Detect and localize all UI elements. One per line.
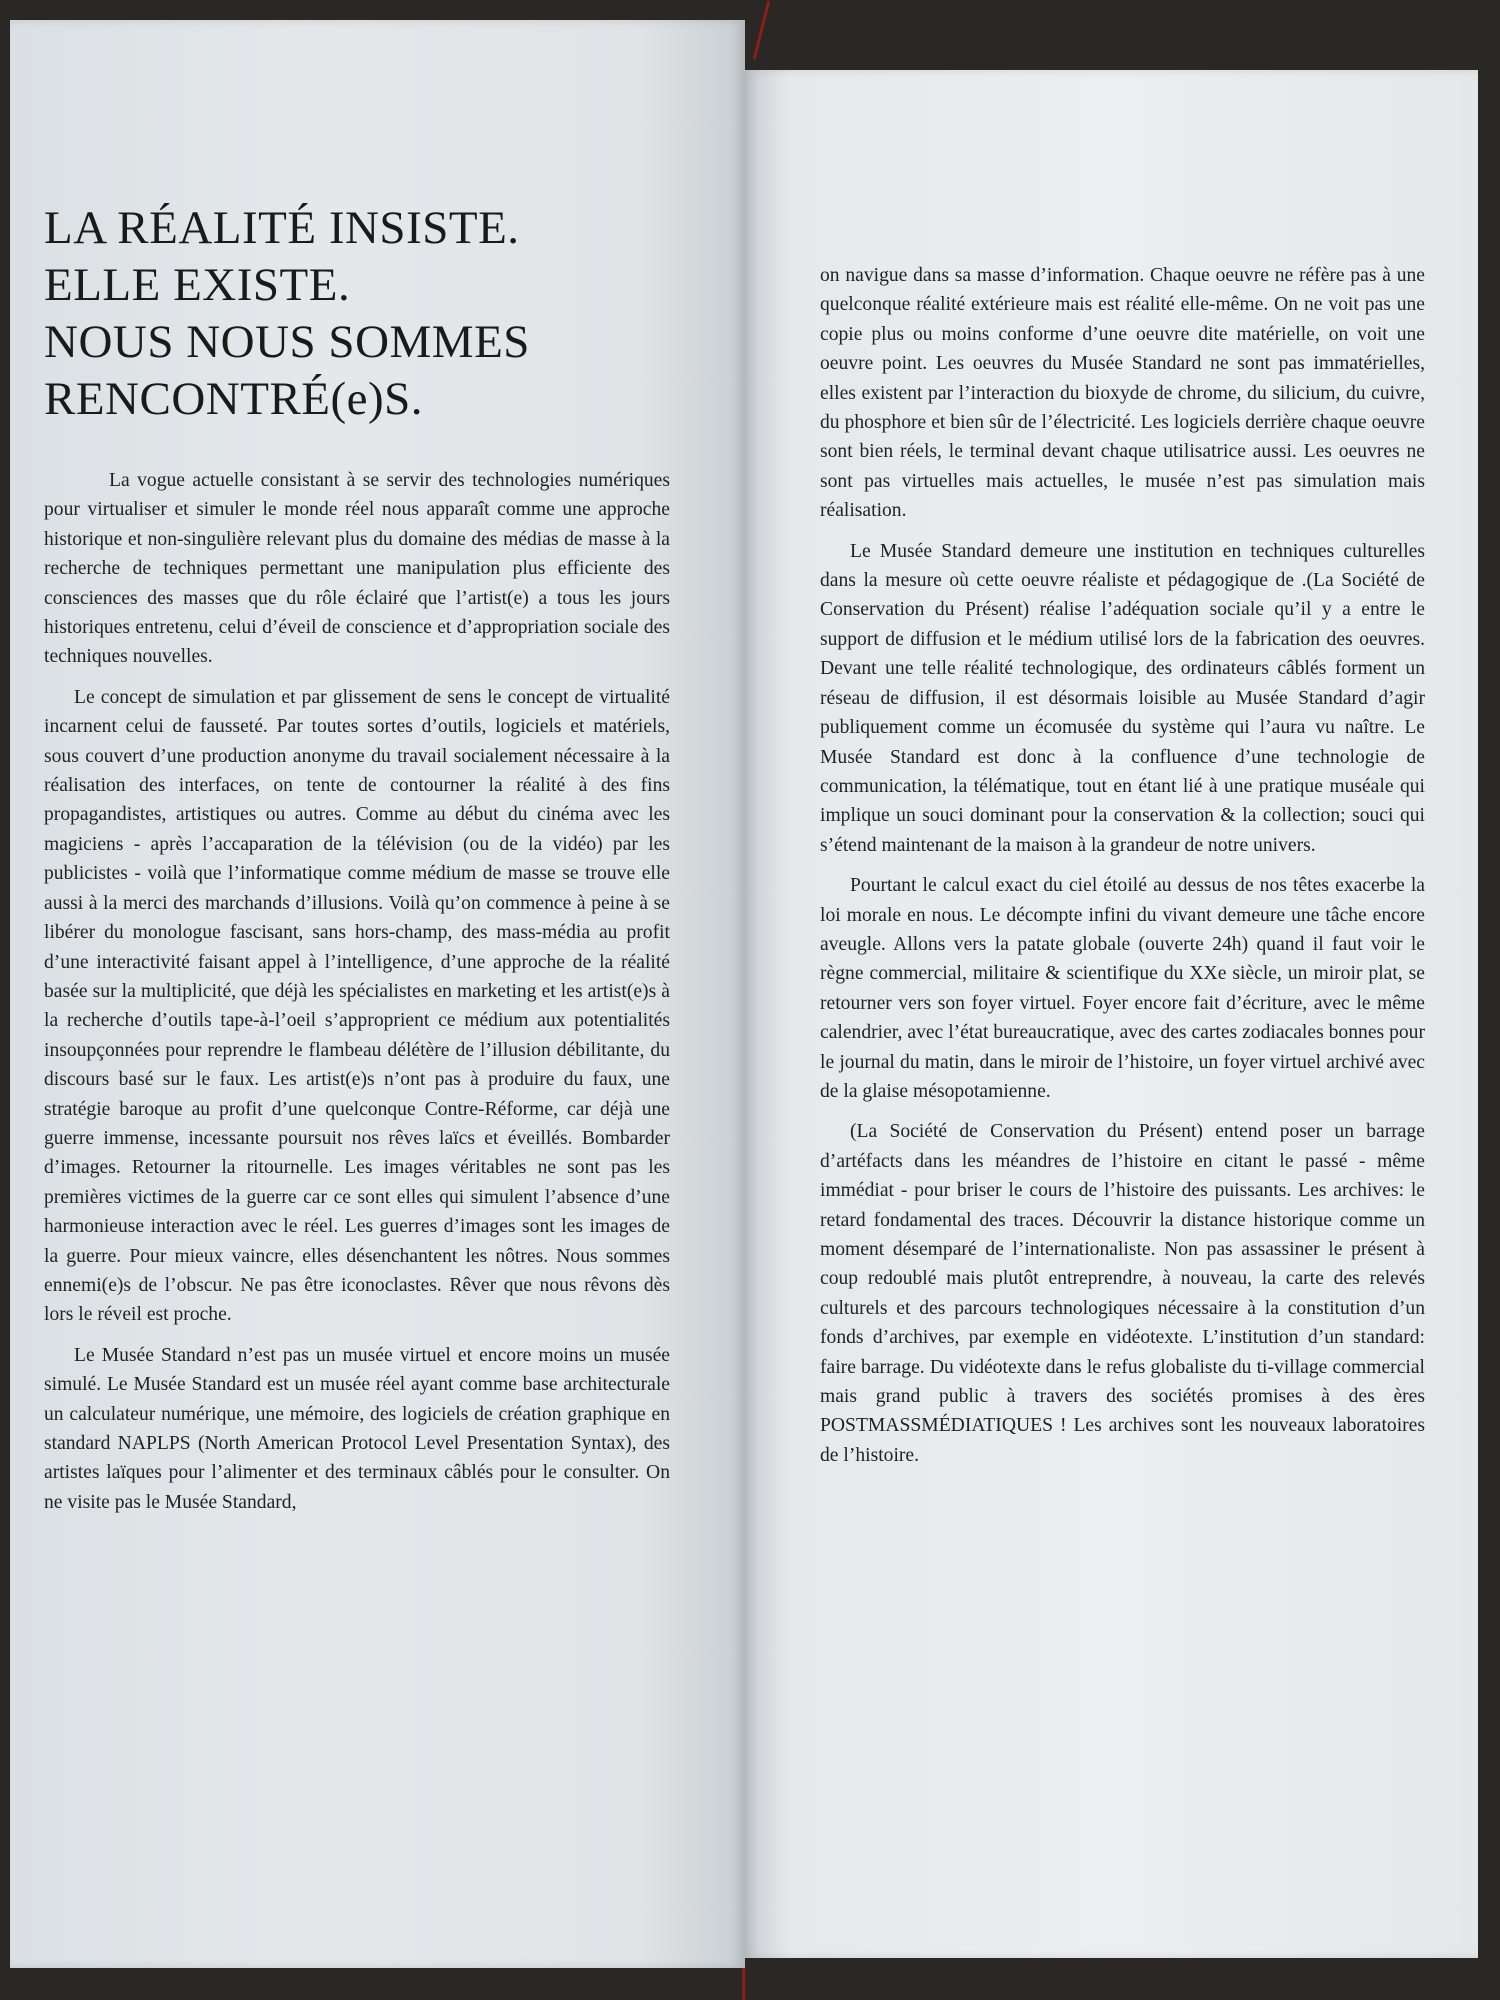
left-column-text bbox=[44, 466, 670, 1528]
paragraph: on navigue dans sa masse d’information. Chaque oeuvre ne réfère pas à une quelconque réalité extérieure mais est réalité elle-même. On ne voit pas une copie plus ou moins conforme d’une oeuvre dite matérielle, on voit une oeuvre point. Les oeuvres du Musée Standard ne sont pas immatérielles, elles existent par l’interaction du bioxyde de chrome, du silicium, du cuivre, du phosphore et bien sûr de l’électricité. Les logiciels derrière chaque oeuvre sont bien réels, le terminal devant chaque utilisatrice aussi. Les oeuvres ne sont pas virtuelles mais actuelles, le musée n’est pas simulation mais réalisation. bbox=[820, 265, 1425, 522]
right-column-text bbox=[820, 261, 1425, 1481]
paragraph: Le Musée Standard n’est pas un musée virtuel et encore moins un musée simulé. Le Musée Standard est un musée réel ayant comme base architecturale un calculateur numérique, une mémoire, des logiciels de création graphique en standard NAPLPS (North American Protocol Level Presentation Syntax), des artistes laïques pour l’alimenter et des terminaux câblés pour le consulter. On ne visite pas le Musée Standard, bbox=[44, 1344, 670, 1513]
binding-thread-top bbox=[753, 1, 770, 60]
headline-line-1: LA RÉALITÉ INSISTE. bbox=[44, 202, 520, 254]
headline-line-3: NOUS NOUS SOMMES bbox=[44, 316, 530, 368]
paragraph: Le concept de simulation et par glissement de sens le concept de virtualité incarnent celui de fausseté. Par toutes sortes d’outils, logiciels et matériels, sous couvert d’une production anonyme du travail socialement nécessaire à la réalisation des interfaces, on tente de contourner la réalité à des fins propagandistes, artistiques ou autres. Comme au début du cinéma avec les magiciens - après l’accaparation de la télévision (ou de la vidéo) par les publicistes - voilà que l’informatique comme médium de masse se trouve elle aussi à la merci des marchands d’illusions. Voilà qu’on commence à peine à se libérer du monologue fascisant, sans hors-champ, des mass-média au profit d’une interactivité faisant appel à l’intelligence, d’une approche de la réalité basée sur la multiplicité, que déjà les spécialistes en marketing et les artist(e)s à la recherche d’outils tape-à-l’oeil s’approprient ce médium aux potentialités insoupçonnées pour reprendre le flambeau délétère de l’illusion débilitante, du discours basé sur le faux. Les artist(e)s n’ont pas à produire du faux, une stratégie baroque au profit d’une quelconque Contre-Réforme, car déjà une guerre immense, incessante poursuit nos rêves laïcs et éveillés. Bombarder d’images. Retourner la ritournelle. Les images véritables ne sont pas les premières victimes de la guerre car ce sont elles qui simulent l’absence d’une harmonieuse interaction avec le réel. Les guerres d’images sont les images de la guerre. Pour mieux vaincre, elles désenchantent les nôtres. Nous sommes ennemi(e)s de l’obscur. Ne pas être iconoclastes. Rêver que nous rêvons dès lors le réveil est proche. bbox=[44, 686, 670, 1326]
headline bbox=[44, 200, 704, 428]
headline-line-2: ELLE EXISTE. bbox=[44, 259, 351, 311]
paragraph: (La Société de Conservation du Présent) entend poser un barrage d’artéfacts dans les méandres de l’histoire en citant le passé - même immédiat - pour briser le cours de l’histoire des puissants. Les archives: le retard fondamental des traces. Découvrir la distance historique comme un moment désemparé de l’internationaliste. Non pas assassiner le présent à coup redoublé mais plutôt entreprendre, à nouveau, la carte des relevés culturels et des parcours technologiques nécessaire à la constitution d’un fonds d’archives, par exemple en vidéotexte. L’institution d’un standard: faire barrage. Du vidéotexte dans le refus globaliste du ti-village commercial mais grand public à travers des sociétés promises à des ères POSTMASSMÉDIATIQUES ! Les archives sont les nouveaux laboratoires de l’histoire. bbox=[820, 1121, 1425, 1466]
paragraph: Pourtant le calcul exact du ciel étoilé au dessus de nos têtes exacerbe la loi morale en nous. Le décompte infini du vivant demeure une tâche encore aveugle. Allons vers la patate globale (ouverte 24h) quand il faut voir le règne commercial, militaire & scientifique du XXe siècle, un miroir plat, se retourner vers son foyer virtuel. Foyer encore fait d’écriture, avec le même calendrier, avec l’état bureaucratique, avec des cartes zodiacales bonnes pour le journal du matin, dans le miroir de l’histoire, un foyer virtuel archivé avec de la glaise mésopotamienne. bbox=[820, 875, 1425, 1102]
paragraph: La vogue actuelle consistant à se servir des technologies numériques pour virtualiser et simuler le monde réel nous apparaît comme une approche historique et non-singulière relevant plus du domaine des médias de masse à la recherche de techniques permettant une manipulation plus efficiente des consciences des masses que du rôle éclairé que l’artist(e) a tous les jours historiques entretenu, celui d’éveil de conscience et d’appropriation sociale des techniques nouvelles. bbox=[44, 470, 670, 668]
headline-line-4: RENCONTRÉ(e)S. bbox=[44, 373, 424, 425]
paragraph: Le Musée Standard demeure une institution en techniques culturelles dans la mesure où cette oeuvre réaliste et pédagogique de .(La Société de Conservation du Présent) réalise l’adéquation sociale qu’il y a entre le support de diffusion et le médium utilisé lors de la fabrication des oeuvres. Devant une telle réalité technologique, des ordinateurs câblés forment un réseau de diffusion, il est désormais loisible au Musée Standard d’agir publiquement comme un écomusée du système qui l’aura vu naître. Le Musée Standard est donc à la confluence d’une technologie de communication, la télématique, tout en étant lié à une pratique muséale qui implique un souci dominant pour la conservation & la collection; souci qui s’étend maintenant de la maison à la grandeur de notre univers. bbox=[820, 540, 1425, 856]
